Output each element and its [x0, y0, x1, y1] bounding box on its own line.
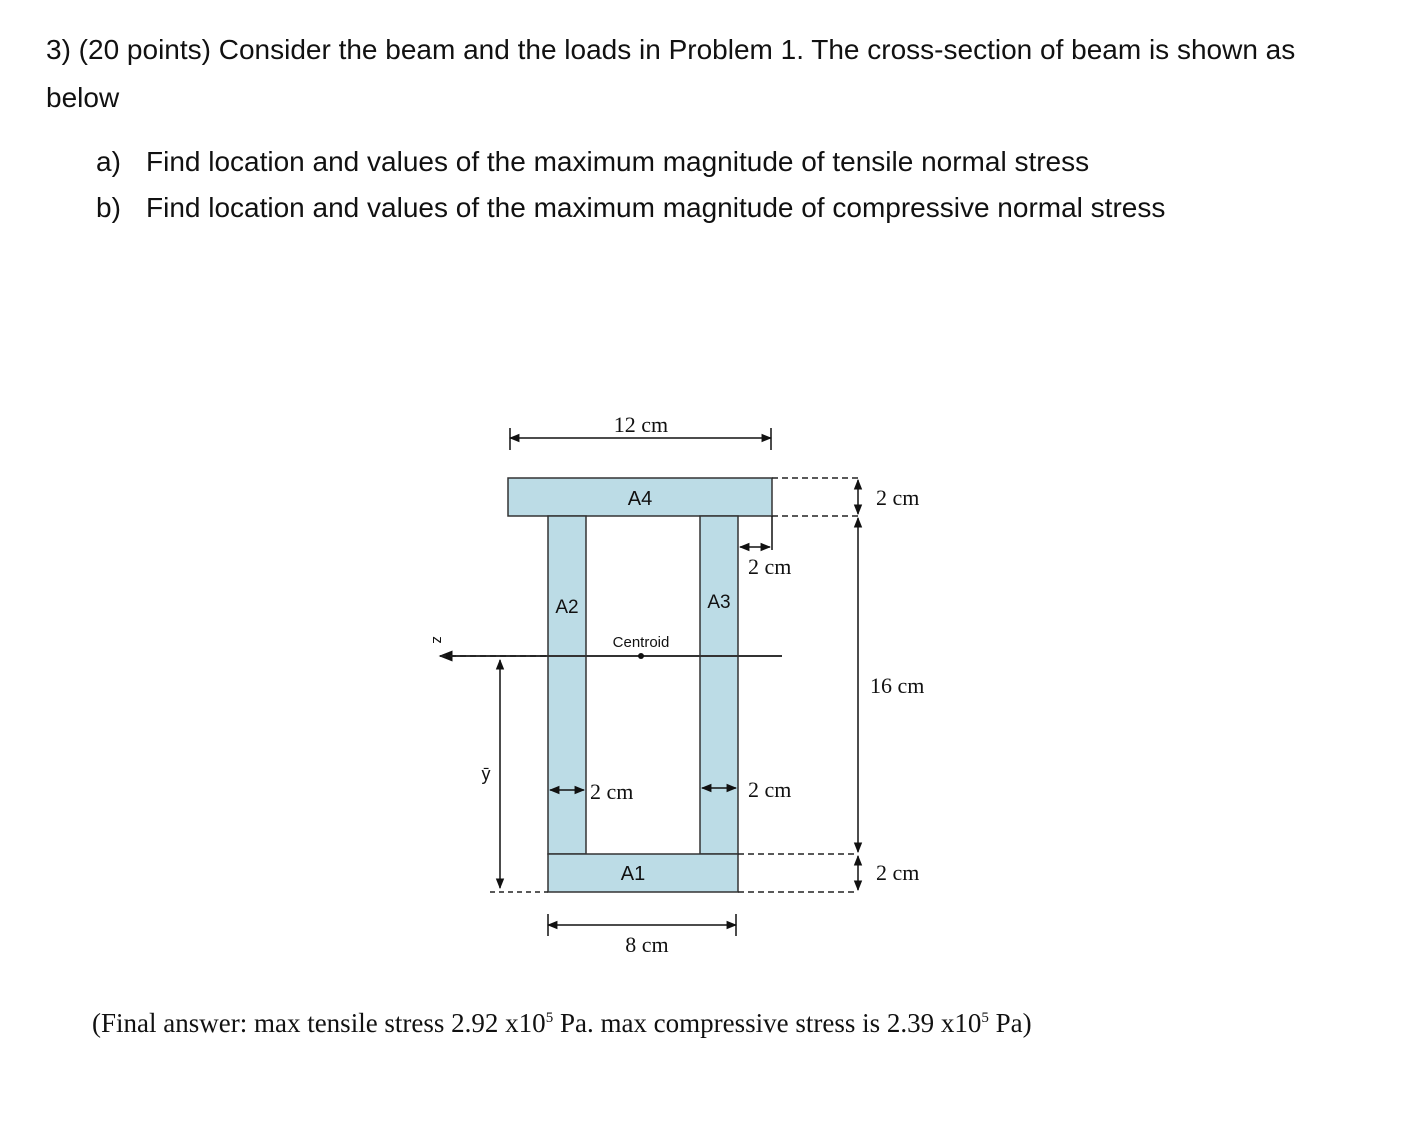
- final-answer-middle: Pa. max compressive stress is 2.39 x10: [553, 1008, 982, 1038]
- web-a3: [700, 516, 738, 854]
- centroid-point: [638, 653, 644, 659]
- label-centroid: Centroid: [612, 634, 670, 651]
- dim-bottom-width: 8 cm: [625, 932, 669, 957]
- dim-top-width: 12 cm: [613, 412, 669, 437]
- dim-top-flange: 2 cm: [876, 485, 920, 510]
- dim-web-offset: 2 cm: [748, 554, 792, 579]
- part-a-letter: a): [96, 146, 121, 177]
- dim-left-web: 2 cm: [590, 779, 634, 804]
- label-z-axis: z: [429, 636, 446, 644]
- final-answer-suffix: Pa): [988, 1008, 1032, 1038]
- dim-bottom-flange: 2 cm: [876, 860, 920, 885]
- part-b-text: Find location and values of the maximum magnitude of compressive normal stress: [146, 192, 1166, 223]
- final-answer-exp1: 5: [545, 1010, 554, 1026]
- label-a4: A4: [627, 488, 653, 510]
- final-answer-prefix: (Final answer: max tensile stress 2.92 x10: [92, 1008, 546, 1038]
- label-a2: A2: [555, 597, 579, 618]
- final-answer-exp2: 5: [981, 1010, 989, 1026]
- web-a2: [548, 516, 586, 854]
- label-a3: A3: [707, 592, 731, 613]
- final-answer: [92, 1008, 1032, 1039]
- dim-right-web: 2 cm: [748, 777, 792, 802]
- part-b-letter: b): [96, 192, 121, 223]
- label-a1: A1: [620, 863, 646, 885]
- part-a-text: Find location and values of the maximum magnitude of tensile normal stress: [146, 146, 1090, 177]
- dim-web-height: 16 cm: [870, 673, 925, 698]
- problem-heading: 3) (20 points) Consider the beam and the loads in Problem 1. The cross-section of beam is shown as below: [46, 34, 1296, 113]
- label-ybar: ȳ: [481, 764, 491, 784]
